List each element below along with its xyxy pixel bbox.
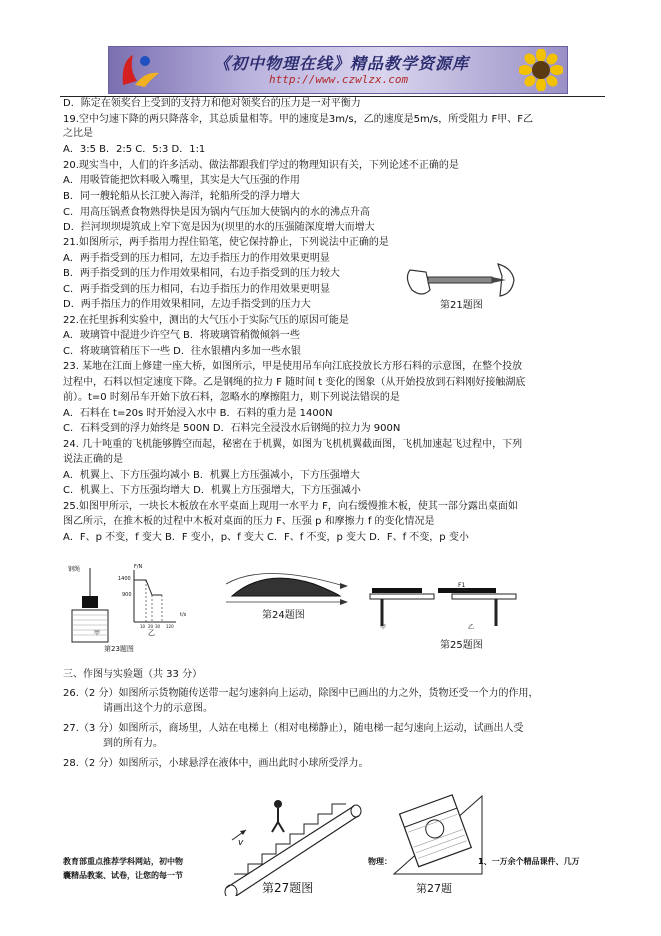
text-line: A．机翼上、下方压强均减小 B．机翼上方压强减小，下方压强增大 [63,470,360,481]
text-line: D．陈定在领奖台上受到的支持力和他对领奖台的压力是一对平衡力 [63,98,361,109]
figure-25-caption: 第25题图 [440,640,483,651]
figure-27-caption: 第27题图 [262,881,314,895]
banner-title: 《初中物理在线》精品教学资源库 [214,54,470,73]
figure-24 [224,566,354,606]
text-line: C．两手指受到的压力相同，右边手指压力的作用效果更明显 [63,284,330,295]
text-line: B．两手指受到的压力作用效果相同，右边手指受到的压力较大 [63,268,340,279]
text-line: 26.（2 分）如图所示货物随传送带一起匀速斜向上运动，除图中已画出的力之外，货物还受一个力的作用， [63,688,539,699]
figure-27b-caption: 第27题 [416,882,452,895]
header-banner [108,46,568,94]
fig25-label-jia: 甲 [380,624,387,631]
fig23-x1: 10 [140,624,146,629]
text-line: A．石料在 t=20s 时开始浸入水中 B．石料的重力是 1400N [63,408,333,419]
text-line: C．将玻璃管稍压下一些 D．往水银槽内多加一些水银 [63,346,301,357]
fig23-y1: 1400 [118,576,131,582]
figure-24-caption: 第24题图 [262,610,305,621]
footer-left-line2: 囊精品教案、试卷，让您的每一节 [63,871,183,880]
text-line: A．两手指受到的压力相同，左边手指压力的作用效果更明显 [63,253,330,264]
text-line: 20.现实当中，人们的许多活动、做法都跟我们学过的物理知识有关，下列论述不正确的是 [63,160,459,171]
footer-left-line1: 教育部重点推荐学科网站，初中物 [63,857,183,866]
banner-url[interactable]: http://www.czwlzx.com [269,73,409,86]
text-line: 图乙所示，在推木板的过程中木板对桌面的压力 F、压强 p 和摩擦力 f 的变化情况是 [63,516,435,527]
section-heading: 三、作图与实验题（共 33 分） [63,669,203,680]
text-line: 之比是 [63,128,93,139]
text-line: C．石料受到的浮力始终是 500N D．石料完全浸没水后钢绳的拉力为 900N [63,423,401,434]
fig23-y2: 900 [122,592,132,598]
text-line: 25.如图甲所示，一块长木板放在水平桌面上现用一水平力 F，向右缓慢推木板，使其一部分露出桌面如 [63,501,518,512]
text-line: 说法正确的是 [63,454,123,465]
fig25-force-label: F1 [458,582,466,589]
text-line: 27.（3 分）如图所示，商场里，人站在电梯上（相对电梯静止），随电梯一起匀速向上运动，试画出人受 [63,723,524,734]
text-line: A．用吸管能把饮料吸入嘴里，其实是大气压强的作用 [63,175,300,186]
text-line: 28.（2 分）如图所示，小球悬浮在液体中，画出此时小球所受浮力。 [63,758,369,769]
text-line: B．同一艘轮船从长江驶入海洋，轮船所受的浮力增大 [63,191,300,202]
text-line: C．用高压锅煮食物熟得快是因为锅内气压加大使锅内的水的沸点升高 [63,207,370,218]
text-line: 请画出这个力的示意图。 [103,703,213,714]
fig23-ylabel: F/N [134,564,143,570]
footer-right-line1: 物理： [368,857,392,866]
sunflower-icon [519,49,563,91]
text-line: C．机翼上、下方压强均增大 D．机翼上方压强增大，下方压强减小 [63,485,361,496]
figure-21-caption: 第21题图 [440,300,483,311]
text-line: D．两手指压力的作用效果相同，左边手指受到的压力大 [63,299,311,310]
text-line: A．玻璃管中混进少许空气 B．将玻璃管稍微倾斜一些 [63,330,300,341]
footer-right-line2: 1、一万余个精品课件、几万 [478,857,580,866]
figure-25 [368,582,518,632]
figure-23-caption: 第23题图 [104,645,134,653]
fig23-x4: 120 [166,624,174,629]
site-logo-icon [115,51,163,89]
text-line: 24. 几十吨重的飞机能够腾空而起，秘密在于机翼，如图为飞机机翼截面图，飞机加速起飞过程中，下列 [63,439,523,450]
fig23-label-yi: 乙 [148,629,155,637]
fig23-x3: 30 [155,624,161,629]
text-line: A．F、p 不变，f 变大 B．F 变小，p、f 变大 C．F、f 不变，p 变大 D．F、f 不变，p 变小 [63,532,469,543]
fig23-x2: 20 [148,624,154,629]
text-line: 19.空中匀速下降的两只降落伞，其总质量相等。甲的速度是3m/s，乙的速度是5m/s，所受阻力 F甲、F乙 [63,114,533,125]
text-line: 到的所有力。 [103,738,163,749]
text-line: 22.在托里拆利实验中，测出的大气压小于实际气压的原因可能是 [63,315,349,326]
fig27-velocity-label: v [238,838,244,848]
text-line: 前）。t=0 时刻吊车开始下放石料，忽略水的摩擦阻力，则下列说法错误的是 [63,392,400,403]
figure-23 [66,560,241,655]
fig23-xlabel: t/s [180,612,187,618]
text-line: 21.如图所示，两手指用力捏住铅笔，使它保持静止，下列说法中正确的是 [63,237,389,248]
fig25-label-yi: 乙 [468,624,475,631]
text-line: A．3:5 B．2:5 C．5:3 D．1:1 [63,144,206,155]
fig23-label-jia: 甲 [94,630,101,637]
text-line: D．拦河坝坝堤筑成上窄下宽是因为(坝里的水的压强随深度增大而增大 [63,222,375,233]
text-line: 23. 某地在江面上修建一座大桥，如图所示，甲是使用吊车向江底投放长方形石料的示意图，在整个投放 [63,361,523,372]
fig23-label-rope: 钢绳 [68,566,81,573]
header-divider [60,96,605,97]
text-line: 过程中，石料以恒定速度下降。乙是钢绳的拉力 F 随时间 t 变化的图象（从开始投放到石料刚好接触湖底 [63,377,526,388]
figure-27-ball-in-liquid [392,792,486,880]
